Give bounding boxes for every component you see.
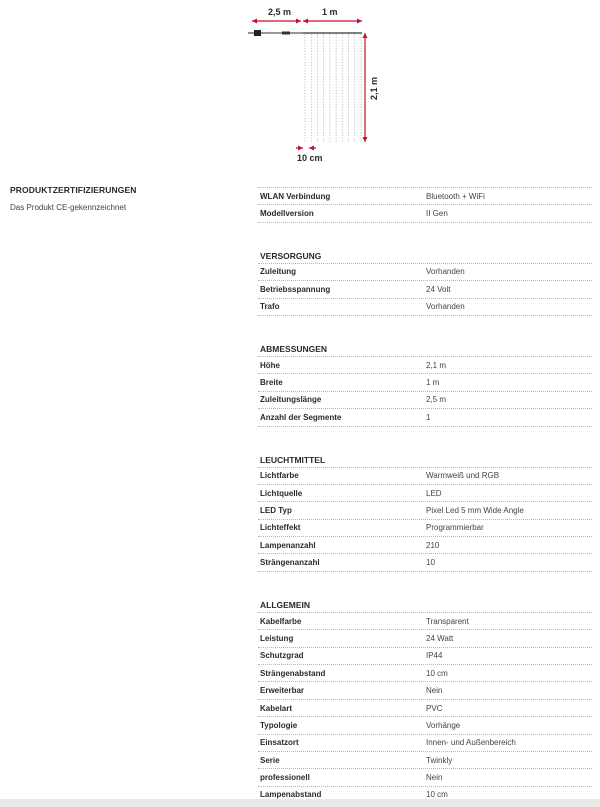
spec-value: 2,5 m bbox=[426, 395, 447, 405]
spec-key: Modellversion bbox=[260, 209, 314, 219]
spec-key: Typologie bbox=[260, 720, 298, 730]
spec-key: Lampenanzahl bbox=[260, 540, 316, 550]
spec-key: Breite bbox=[260, 378, 283, 388]
spec-row bbox=[258, 682, 592, 699]
product-dimension-diagram bbox=[0, 0, 600, 175]
spec-row bbox=[258, 613, 592, 630]
spec-row bbox=[258, 299, 592, 316]
spec-value: II Gen bbox=[426, 209, 448, 219]
spec-value: Nein bbox=[426, 686, 443, 696]
spec-row bbox=[258, 554, 592, 571]
spec-row bbox=[258, 281, 592, 298]
spec-row bbox=[258, 392, 592, 409]
spec-value: Vorhanden bbox=[426, 302, 465, 312]
spec-key: Serie bbox=[260, 755, 280, 765]
length-dimension-label: 1 m bbox=[322, 7, 338, 17]
height-dimension-arrow bbox=[363, 33, 368, 142]
spec-value: Programmierbar bbox=[426, 523, 484, 533]
width-dimension-arrow bbox=[252, 19, 301, 24]
spec-row bbox=[258, 665, 592, 682]
spec-row bbox=[258, 537, 592, 554]
spec-row bbox=[258, 357, 592, 374]
spec-section-title: ALLGEMEIN bbox=[258, 598, 592, 613]
light-strings bbox=[305, 34, 361, 142]
spec-row bbox=[258, 374, 592, 391]
spec-section-title: ABMESSUNGEN bbox=[258, 342, 592, 357]
spec-key: professionell bbox=[260, 773, 310, 783]
spec-key: Zuleitungslänge bbox=[260, 395, 322, 405]
spec-value: IP44 bbox=[426, 651, 443, 661]
spec-section bbox=[258, 342, 592, 427]
spec-value: Nein bbox=[426, 773, 443, 783]
page-footer-strip bbox=[0, 799, 600, 807]
spec-value: 10 cm bbox=[426, 790, 448, 800]
spec-row bbox=[258, 188, 592, 205]
spec-value: 210 bbox=[426, 540, 440, 550]
certifications-text: Das Produkt CE-gekennzeichnet bbox=[10, 203, 127, 212]
spec-value: Warmweiß und RGB bbox=[426, 471, 500, 481]
spec-row bbox=[258, 520, 592, 537]
spec-row bbox=[258, 752, 592, 769]
spec-value: Vorhanden bbox=[426, 267, 465, 277]
spec-key: Lichteffekt bbox=[260, 523, 301, 533]
specifications-table bbox=[258, 187, 592, 804]
spec-key: Zuleitung bbox=[260, 267, 296, 277]
spec-top-group bbox=[258, 187, 592, 223]
spec-row bbox=[258, 468, 592, 485]
spec-row bbox=[258, 769, 592, 786]
spec-value: 10 bbox=[426, 558, 435, 568]
spec-row bbox=[258, 717, 592, 734]
spec-row bbox=[258, 264, 592, 281]
length-dimension-arrow bbox=[303, 19, 362, 24]
spec-key: WLAN Verbindung bbox=[260, 191, 331, 201]
spec-section bbox=[258, 453, 592, 572]
spec-value: Vorhänge bbox=[426, 720, 461, 730]
spec-row bbox=[258, 648, 592, 665]
spec-key: Lichtfarbe bbox=[260, 471, 299, 481]
spec-value: PVC bbox=[426, 703, 443, 713]
spec-value: LED bbox=[426, 488, 442, 498]
spec-key: Höhe bbox=[260, 360, 280, 370]
spacing-dimension-arrows bbox=[296, 146, 316, 151]
spec-value: 2,1 m bbox=[426, 360, 447, 370]
plug-icon bbox=[248, 30, 261, 36]
spec-row bbox=[258, 409, 592, 426]
spec-section bbox=[258, 249, 592, 316]
spec-key: Strängenabstand bbox=[260, 668, 326, 678]
spec-key: Einsatzort bbox=[260, 738, 299, 748]
spec-key: Anzahl der Segmente bbox=[260, 412, 342, 422]
spec-section-title: VERSORGUNG bbox=[258, 249, 592, 264]
spec-value: 24 Watt bbox=[426, 633, 454, 643]
spec-key: Schutzgrad bbox=[260, 651, 304, 661]
spec-key: LED Typ bbox=[260, 505, 292, 515]
spec-value: 24 Volt bbox=[426, 284, 451, 294]
spec-key: Strängenanzahl bbox=[260, 558, 320, 568]
certifications-heading: PRODUKTZERTIFIZIERUNGEN bbox=[10, 185, 137, 195]
height-dimension-label: 2,1 m bbox=[369, 76, 379, 100]
spec-value: Bluetooth + WiFi bbox=[426, 191, 485, 201]
spec-key: Leistung bbox=[260, 633, 294, 643]
spec-row bbox=[258, 502, 592, 519]
spec-key: Lichtquelle bbox=[260, 488, 303, 498]
spec-value: 1 bbox=[426, 412, 431, 422]
spec-value: 10 cm bbox=[426, 668, 448, 678]
spacing-dimension-label: 10 cm bbox=[297, 153, 323, 163]
spec-row bbox=[258, 700, 592, 717]
spec-key: Lampenabstand bbox=[260, 790, 322, 800]
spec-key: Betriebsspannung bbox=[260, 284, 331, 294]
controller bbox=[282, 32, 290, 35]
spec-row bbox=[258, 630, 592, 647]
spec-value: 1 m bbox=[426, 378, 440, 388]
spec-row bbox=[258, 485, 592, 502]
spec-row bbox=[258, 735, 592, 752]
spec-key: Erweiterbar bbox=[260, 686, 305, 696]
spec-section-title: LEUCHTMITTEL bbox=[258, 453, 592, 468]
spec-section bbox=[258, 598, 592, 804]
width-dimension-label: 2,5 m bbox=[268, 7, 292, 17]
spec-key: Kabelart bbox=[260, 703, 293, 713]
spec-row bbox=[258, 205, 592, 222]
spec-value: Twinkly bbox=[426, 755, 453, 765]
spec-value: Innen- und Außenbereich bbox=[426, 738, 516, 748]
spec-key: Trafo bbox=[260, 302, 280, 312]
spec-key: Kabelfarbe bbox=[260, 616, 302, 626]
spec-value: Pixel Led 5 mm Wide Angle bbox=[426, 505, 524, 515]
spec-value: Transparent bbox=[426, 616, 469, 626]
